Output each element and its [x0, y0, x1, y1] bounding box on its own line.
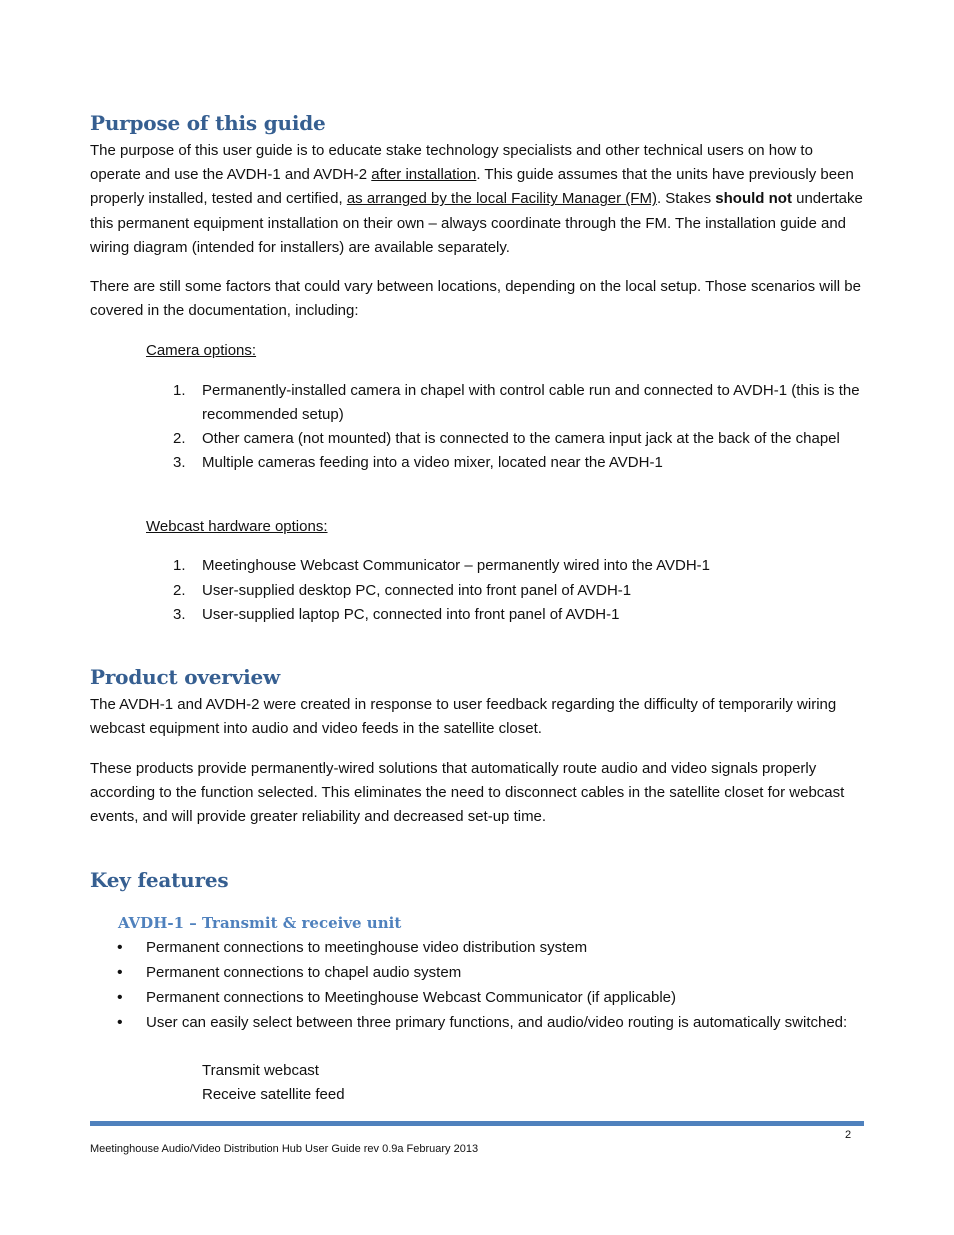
purpose-paragraph-2: There are still some factors that could vary between locations, depending on the local setup. Those scenarios will be covered in the documentation, including:	[90, 278, 861, 320]
list-item	[0, 379, 954, 427]
bullet-icon: •	[117, 1014, 123, 1031]
list-item-text: Multiple cameras feeding into a video mixer, located near the AVDH-1	[202, 454, 663, 471]
page-number: 2	[845, 1129, 852, 1141]
underlined-text: as arranged by the local Facility Manager (FM)	[346, 190, 657, 208]
camera-options-list	[0, 379, 954, 475]
list-item-text: Other camera (not mounted) that is connected to the camera input jack at the back of the chapel	[202, 430, 840, 447]
list-number: 3.	[173, 606, 186, 623]
function-item: Transmit webcast	[202, 1062, 319, 1079]
features-bullet-list	[0, 936, 954, 1035]
list-number: 1.	[173, 382, 186, 399]
section-heading-purpose: Purpose of this guide	[90, 111, 326, 135]
subsection-heading-avdh1: AVDH-1 – Transmit & receive unit	[118, 914, 402, 932]
list-item-text: Permanent connections to Meetinghouse Webcast Communicator (if applicable)	[146, 989, 676, 1006]
purpose-paragraph-1	[90, 139, 866, 260]
list-item-text: User-supplied laptop PC, connected into front panel of AVDH-1	[202, 606, 620, 623]
bullet-icon: •	[117, 964, 123, 981]
list-item	[0, 936, 954, 961]
footer-text: Meetinghouse Audio/Video Distribution Hub User Guide rev 0.9a February 2013	[90, 1143, 479, 1155]
list-number: 2.	[173, 581, 186, 599]
list-item	[0, 554, 954, 579]
list-item-text: Permanent connections to chapel audio system	[146, 964, 462, 981]
section-heading-overview: Product overview	[90, 665, 281, 689]
bullet-icon: •	[117, 939, 123, 956]
list-item	[0, 986, 954, 1011]
webcast-options-list	[0, 554, 954, 628]
list-item-text: Meetinghouse Webcast Communicator – permanently wired into the AVDH-1	[202, 557, 711, 574]
underlined-text: after installation	[371, 166, 477, 184]
text-run: The purpose of this user guide is to educate stake technology specialists and other technical users on how to operate and use the AVDH-1 and AVDH-2	[90, 142, 813, 184]
function-item: Receive satellite feed	[202, 1086, 345, 1103]
overview-paragraph-1: The AVDH-1 and AVDH-2 were created in response to user feedback regarding the difficulty of temporarily wiring webcast equipment into audio and video feeds in the satellite closet.	[90, 696, 837, 738]
webcast-options-label: Webcast hardware options:	[146, 518, 328, 535]
list-item	[0, 451, 954, 475]
bullet-icon: •	[117, 989, 123, 1006]
camera-options-label: Camera options:	[146, 342, 257, 359]
section-heading-features: Key features	[90, 868, 229, 892]
list-item-text: User-supplied desktop PC, connected into front panel of AVDH-1	[202, 581, 632, 599]
overview-paragraph-2: These products provide permanently-wired solutions that automatically route audio and video signals properly according to the function selected. This eliminates the need to disconnect cables in the satellite closet for webcast events, and will provide greater reliability and decreased set-up time.	[90, 760, 845, 826]
list-number: 3.	[173, 454, 186, 471]
list-item-text: Permanent connections to meetinghouse video distribution system	[146, 939, 588, 956]
text-run: . This guide assumes that the units have previously been properly installed, tested and certified,	[90, 166, 854, 208]
list-item	[0, 427, 954, 451]
list-item	[0, 961, 954, 986]
list-item	[0, 579, 954, 604]
list-item	[0, 603, 954, 628]
text-run: . Stakes	[656, 190, 716, 208]
footer-divider	[90, 1121, 864, 1126]
list-item-text: User can easily select between three primary functions, and audio/video routing is automatically switched:	[146, 1014, 848, 1031]
list-number: 1.	[173, 557, 186, 574]
bold-text: should not	[715, 190, 792, 208]
list-item-text: Permanently-installed camera in chapel with control cable run and connected to AVDH-1 (this is the recommended setup)	[202, 382, 860, 423]
list-item	[0, 1011, 954, 1035]
list-number: 2.	[173, 430, 186, 447]
text-run: undertake this permanent equipment installation on their own – always coordinate through the FM. The installation guide and wiring diagram (intended for installers) are available separately.	[90, 190, 863, 256]
